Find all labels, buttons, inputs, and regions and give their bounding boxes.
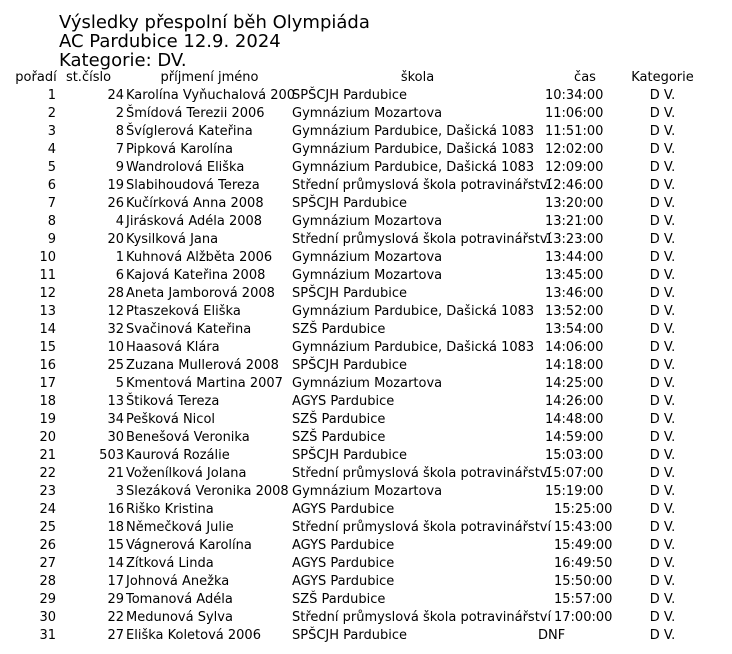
category-cell: D V. xyxy=(649,501,676,517)
time-value: 12:09:00 xyxy=(545,159,604,175)
rank-cell: 28 xyxy=(39,573,56,589)
rank-cell: 6 xyxy=(47,177,56,193)
bib-cell: 20 xyxy=(107,231,124,247)
table-row xyxy=(0,212,700,230)
time-cell xyxy=(545,392,625,410)
category-cell: D V. xyxy=(649,141,676,157)
bib-cell: 1 xyxy=(115,249,124,265)
name-cell: Kajová Kateřina 2008 xyxy=(126,267,266,283)
name-cell: Zítková Linda xyxy=(126,555,214,571)
table-row xyxy=(0,122,700,140)
category-cell: D V. xyxy=(649,627,676,643)
bib-cell: 13 xyxy=(107,393,124,409)
school-cell: Gymnázium Pardubice, Dašická 1083 xyxy=(292,141,535,157)
column-header-bib: st.číslo xyxy=(65,69,112,85)
time-cell xyxy=(545,248,625,266)
table-row xyxy=(0,194,700,212)
name-cell: Slabihoudová Tereza xyxy=(126,177,260,193)
school-cell: Střední průmyslová škola potravinářství xyxy=(292,177,552,193)
school-cell: AGYS Pardubice xyxy=(292,573,395,589)
time-value: 12:02:00 xyxy=(545,141,604,157)
name-cell: Němečková Julie xyxy=(126,519,234,535)
time-cell xyxy=(545,428,625,446)
time-value: 15:07:00 xyxy=(545,465,604,481)
column-header-rank: pořadí xyxy=(15,69,57,85)
time-cell xyxy=(545,122,625,140)
bib-cell: 18 xyxy=(107,519,124,535)
bib-cell: 15 xyxy=(107,537,124,553)
time-cell xyxy=(545,572,625,590)
rank-cell: 16 xyxy=(39,357,56,373)
bib-cell: 29 xyxy=(107,591,124,607)
time-cell xyxy=(545,158,625,176)
category-cell: D V. xyxy=(649,429,676,445)
time-value: 14:25:00 xyxy=(545,375,604,391)
time-cell xyxy=(545,320,625,338)
school-cell: Gymnázium Mozartova xyxy=(292,483,443,499)
bib-cell: 4 xyxy=(115,213,124,229)
time-cell xyxy=(545,338,625,356)
name-cell: Aneta Jamborová 2008 xyxy=(126,285,275,301)
name-cell: Tomanová Adéla xyxy=(126,591,233,607)
bib-cell: 5 xyxy=(115,375,124,391)
bib-cell: 25 xyxy=(107,357,124,373)
category-cell: D V. xyxy=(649,591,676,607)
category-cell: D V. xyxy=(649,465,676,481)
name-cell: Wandrolová Eliška xyxy=(126,159,245,175)
rank-cell: 30 xyxy=(39,609,56,625)
time-cell xyxy=(545,500,625,518)
school-cell: Gymnázium Pardubice, Dašická 1083 xyxy=(292,339,535,355)
category-cell: D V. xyxy=(649,195,676,211)
table-row xyxy=(0,374,700,392)
school-cell: SZŠ Pardubice xyxy=(292,321,386,337)
table-header-row xyxy=(0,68,700,86)
name-cell: Kaurová Rozálie xyxy=(126,447,230,463)
time-value: 13:21:00 xyxy=(545,213,604,229)
table-row xyxy=(0,518,700,536)
school-cell: Gymnázium Mozartova xyxy=(292,249,443,265)
time-value: 14:06:00 xyxy=(545,339,604,355)
time-value: 15:19:00 xyxy=(545,483,604,499)
school-cell: Gymnázium Pardubice, Dašická 1083 xyxy=(292,303,535,319)
school-cell: Gymnázium Pardubice, Dašická 1083 xyxy=(292,159,535,175)
name-cell: Pešková Nicol xyxy=(126,411,216,427)
name-cell: Ptaszeková Eliška xyxy=(126,303,241,319)
bib-cell: 2 xyxy=(115,105,124,121)
rank-cell: 24 xyxy=(39,501,56,517)
category-cell: D V. xyxy=(649,159,676,175)
time-value: 13:23:00 xyxy=(545,231,604,247)
table-row xyxy=(0,572,700,590)
time-value: 14:18:00 xyxy=(545,357,604,373)
category-cell: D V. xyxy=(649,537,676,553)
category-cell: D V. xyxy=(649,303,676,319)
time-value: 12:46:00 xyxy=(545,177,604,193)
time-value: 13:45:00 xyxy=(545,267,604,283)
time-value: 11:51:00 xyxy=(545,123,604,139)
rank-cell: 21 xyxy=(39,447,56,463)
name-cell: Karolína Vyňuchalová 200 xyxy=(126,87,296,103)
bib-cell: 17 xyxy=(107,573,124,589)
table-row xyxy=(0,608,700,626)
table-row xyxy=(0,338,700,356)
category-cell: D V. xyxy=(649,231,676,247)
category-cell: D V. xyxy=(649,483,676,499)
category-cell: D V. xyxy=(649,267,676,283)
school-cell: Gymnázium Mozartova xyxy=(292,105,443,121)
category-cell: D V. xyxy=(649,339,676,355)
time-cell xyxy=(545,482,625,500)
table-row xyxy=(0,590,700,608)
bib-cell: 14 xyxy=(107,555,124,571)
name-cell: Švíglerová Kateřina xyxy=(126,123,253,139)
name-cell: Zuzana Mullerová 2008 xyxy=(126,357,279,373)
name-cell: Kmentová Martina 2007 xyxy=(126,375,283,391)
table-row xyxy=(0,410,700,428)
time-value: 14:59:00 xyxy=(545,429,604,445)
time-value: 10:34:00 xyxy=(545,87,604,103)
category-cell: D V. xyxy=(649,249,676,265)
school-cell: Gymnázium Mozartova xyxy=(292,375,443,391)
bib-cell: 16 xyxy=(107,501,124,517)
bib-cell: 7 xyxy=(115,141,124,157)
rank-cell: 13 xyxy=(39,303,56,319)
school-cell: SZŠ Pardubice xyxy=(292,429,386,445)
table-row xyxy=(0,266,700,284)
event-subtitle: AC Pardubice 12.9. 2024 xyxy=(59,31,281,52)
time-value: 13:54:00 xyxy=(545,321,604,337)
table-row xyxy=(0,626,700,644)
table-row xyxy=(0,158,700,176)
time-value: 13:20:00 xyxy=(545,195,604,211)
time-cell xyxy=(545,266,625,284)
time-value: DNF xyxy=(538,627,566,643)
school-cell: SPŠCJH Pardubice xyxy=(292,627,408,643)
school-cell: Střední průmyslová škola potravinářství xyxy=(292,465,552,481)
name-cell: Slezáková Veronika 2008 xyxy=(126,483,289,499)
school-cell: Střední průmyslová škola potravinářství xyxy=(292,609,552,625)
time-value: 13:44:00 xyxy=(545,249,604,265)
category-cell: D V. xyxy=(649,573,676,589)
category-cell: D V. xyxy=(649,411,676,427)
name-cell: Kuhnová Alžběta 2006 xyxy=(126,249,273,265)
time-value: 15:43:00 xyxy=(554,519,613,535)
name-cell: Johnová Anežka xyxy=(126,573,230,589)
time-cell xyxy=(545,608,625,626)
category-cell: D V. xyxy=(649,123,676,139)
rank-cell: 31 xyxy=(39,627,56,643)
category-cell: D V. xyxy=(649,321,676,337)
table-row xyxy=(0,536,700,554)
name-cell: Jirásková Adéla 2008 xyxy=(126,213,263,229)
rank-cell: 20 xyxy=(39,429,56,445)
time-value: 11:06:00 xyxy=(545,105,604,121)
name-cell: Vágnerová Karolína xyxy=(126,537,252,553)
time-cell xyxy=(545,554,625,572)
name-cell: Štiková Tereza xyxy=(126,393,220,409)
bib-cell: 503 xyxy=(99,447,124,463)
table-row xyxy=(0,428,700,446)
rank-cell: 18 xyxy=(39,393,56,409)
rank-cell: 11 xyxy=(39,267,56,283)
school-cell: AGYS Pardubice xyxy=(292,555,395,571)
time-value: 15:49:00 xyxy=(554,537,613,553)
table-row xyxy=(0,230,700,248)
bib-cell: 26 xyxy=(107,195,124,211)
time-cell xyxy=(545,356,625,374)
time-cell xyxy=(545,374,625,392)
time-value: 17:00:00 xyxy=(554,609,613,625)
rank-cell: 27 xyxy=(39,555,56,571)
table-row xyxy=(0,302,700,320)
results-body xyxy=(0,86,700,644)
name-cell: Svačinová Kateřina xyxy=(126,321,252,337)
time-cell xyxy=(545,302,625,320)
time-value: 14:26:00 xyxy=(545,393,604,409)
bib-cell: 3 xyxy=(115,483,124,499)
rank-cell: 17 xyxy=(39,375,56,391)
bib-cell: 12 xyxy=(107,303,124,319)
school-cell: Střední průmyslová škola potravinářství xyxy=(292,231,552,247)
time-value: 13:52:00 xyxy=(545,303,604,319)
school-cell: AGYS Pardubice xyxy=(292,393,395,409)
bib-cell: 32 xyxy=(107,321,124,337)
bib-cell: 10 xyxy=(107,339,124,355)
bib-cell: 27 xyxy=(107,627,124,643)
results-table xyxy=(0,68,700,644)
rank-cell: 3 xyxy=(47,123,56,139)
time-value: 15:50:00 xyxy=(554,573,613,589)
bib-cell: 9 xyxy=(115,159,124,175)
table-row xyxy=(0,86,700,104)
category-cell: D V. xyxy=(649,285,676,301)
name-cell: Pipková Karolína xyxy=(126,141,233,157)
name-cell: Haasová Klára xyxy=(126,339,220,355)
bib-cell: 22 xyxy=(107,609,124,625)
rank-cell: 1 xyxy=(47,87,56,103)
category-heading: Kategorie: DV. xyxy=(59,50,187,71)
time-cell xyxy=(545,590,625,608)
table-row xyxy=(0,320,700,338)
time-cell xyxy=(545,464,625,482)
category-cell: D V. xyxy=(649,87,676,103)
rank-cell: 2 xyxy=(47,105,56,121)
school-cell: AGYS Pardubice xyxy=(292,501,395,517)
school-cell: Střední průmyslová škola potravinářství xyxy=(292,519,552,535)
rank-cell: 8 xyxy=(47,213,56,229)
rank-cell: 9 xyxy=(47,231,56,247)
name-cell: Voženílková Jolana xyxy=(126,465,247,481)
name-cell: Kučírková Anna 2008 xyxy=(126,195,264,211)
time-cell xyxy=(545,176,625,194)
school-cell: SZŠ Pardubice xyxy=(292,411,386,427)
time-value: 16:49:50 xyxy=(554,555,613,571)
category-cell: D V. xyxy=(649,357,676,373)
time-cell xyxy=(545,86,625,104)
name-cell: Kysilková Jana xyxy=(126,231,219,247)
school-cell: Gymnázium Pardubice, Dašická 1083 xyxy=(292,123,535,139)
category-cell: D V. xyxy=(649,213,676,229)
time-cell xyxy=(545,104,625,122)
school-cell: Gymnázium Mozartova xyxy=(292,213,443,229)
name-cell: Benešová Veronika xyxy=(126,429,250,445)
rank-cell: 29 xyxy=(39,591,56,607)
table-row xyxy=(0,140,700,158)
category-cell: D V. xyxy=(649,555,676,571)
bib-cell: 28 xyxy=(107,285,124,301)
category-cell: D V. xyxy=(649,447,676,463)
rank-cell: 10 xyxy=(39,249,56,265)
table-row xyxy=(0,554,700,572)
time-value: 13:46:00 xyxy=(545,285,604,301)
time-cell xyxy=(545,212,625,230)
time-cell xyxy=(545,518,625,536)
name-cell: Šmídová Terezii 2006 xyxy=(126,105,265,121)
table-row xyxy=(0,392,700,410)
time-cell xyxy=(545,194,625,212)
table-row xyxy=(0,446,700,464)
school-cell: Gymnázium Mozartova xyxy=(292,267,443,283)
table-row xyxy=(0,284,700,302)
school-cell: SPŠCJH Pardubice xyxy=(292,447,408,463)
rank-cell: 19 xyxy=(39,411,56,427)
time-cell xyxy=(545,410,625,428)
column-header-time: čas xyxy=(574,69,596,85)
time-cell xyxy=(538,626,625,644)
table-row xyxy=(0,176,700,194)
bib-cell: 8 xyxy=(115,123,124,139)
table-row xyxy=(0,482,700,500)
school-cell: SPŠCJH Pardubice xyxy=(292,87,408,103)
school-cell: SZŠ Pardubice xyxy=(292,591,386,607)
category-cell: D V. xyxy=(649,375,676,391)
column-header-category: Kategorie xyxy=(631,69,694,85)
rank-cell: 23 xyxy=(39,483,56,499)
bib-cell: 30 xyxy=(107,429,124,445)
rank-cell: 12 xyxy=(39,285,56,301)
rank-cell: 5 xyxy=(47,159,56,175)
time-cell xyxy=(545,140,625,158)
category-cell: D V. xyxy=(649,609,676,625)
bib-cell: 6 xyxy=(115,267,124,283)
category-cell: D V. xyxy=(649,519,676,535)
time-cell xyxy=(545,284,625,302)
rank-cell: 4 xyxy=(47,141,56,157)
table-row xyxy=(0,248,700,266)
column-header-school: škola xyxy=(400,69,435,85)
table-row xyxy=(0,104,700,122)
rank-cell: 14 xyxy=(39,321,56,337)
rank-cell: 15 xyxy=(39,339,56,355)
category-cell: D V. xyxy=(649,177,676,193)
time-value: 15:25:00 xyxy=(554,501,613,517)
time-cell xyxy=(545,446,625,464)
category-cell: D V. xyxy=(649,105,676,121)
school-cell: AGYS Pardubice xyxy=(292,537,395,553)
time-cell xyxy=(545,536,625,554)
name-cell: Riško Kristina xyxy=(126,501,214,517)
name-cell: Eliška Koletová 2006 xyxy=(126,627,261,643)
time-value: 14:48:00 xyxy=(545,411,604,427)
school-cell: SPŠCJH Pardubice xyxy=(292,357,408,373)
bib-cell: 24 xyxy=(107,87,124,103)
school-cell: SPŠCJH Pardubice xyxy=(292,195,408,211)
time-value: 15:57:00 xyxy=(554,591,613,607)
school-cell: SPŠCJH Pardubice xyxy=(292,285,408,301)
rank-cell: 25 xyxy=(39,519,56,535)
rank-cell: 26 xyxy=(39,537,56,553)
bib-cell: 19 xyxy=(107,177,124,193)
time-cell xyxy=(545,230,625,248)
table-row xyxy=(0,464,700,482)
time-value: 15:03:00 xyxy=(545,447,604,463)
document-title: Výsledky přespolní běh Olympiáda xyxy=(59,12,370,33)
rank-cell: 7 xyxy=(47,195,56,211)
table-row xyxy=(0,356,700,374)
rank-cell: 22 xyxy=(39,465,56,481)
bib-cell: 34 xyxy=(107,411,124,427)
name-cell: Medunová Sylva xyxy=(126,609,233,625)
table-row xyxy=(0,500,700,518)
column-header-name: příjmení jméno xyxy=(160,69,259,85)
bib-cell: 21 xyxy=(107,465,124,481)
category-cell: D V. xyxy=(649,393,676,409)
